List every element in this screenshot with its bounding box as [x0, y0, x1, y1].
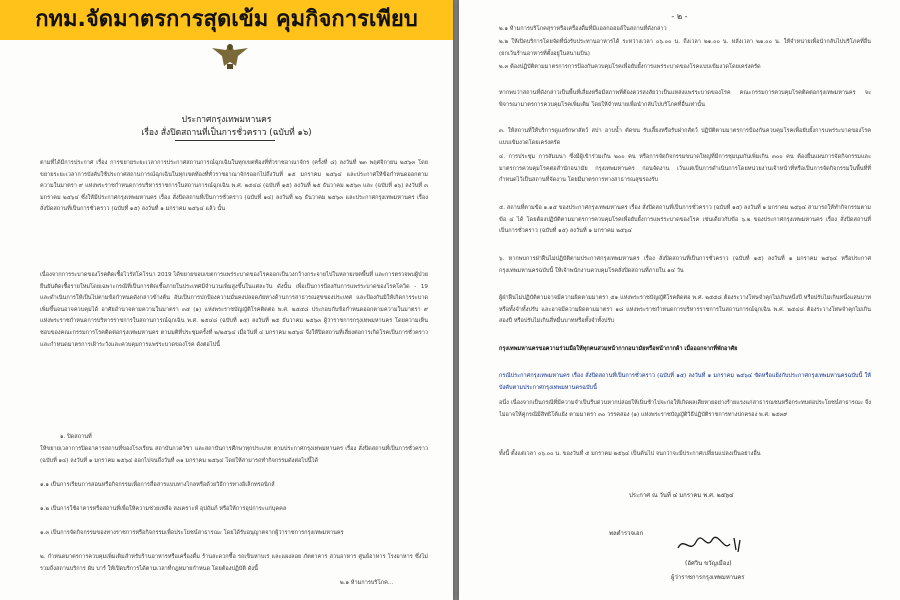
paragraph-effective-date: ทั้งนี้ ตั้งแต่เวลา ๐๖.๐๐ น. ของวันที่ ๕ มกราคม ๒๕๖๔ เป็นต้นไป จนกว่าจะมีประกาศเปลี่ยนแปลงเป็นอย่างอื่น	[499, 451, 761, 457]
paragraph-risk-note: หากพบว่าสถานที่ดังกล่าวเป็นพื้นที่เสี่ยงหรือมีสภาพที่ต้องควรสงสัยว่าเป็นแหล่งแพร่ระบาดของโรค คณะกรรมการควบคุมโรคติดต่อกรุงเทพมหานคร จะพิจารณามาตรการควบคุมโรคเพิ่มเติม โดยให้จำหน่ายเพื่อนำกลับไปบริโภคที่อื่นเท่านั้น	[499, 90, 871, 108]
paragraph-4: ๔. การประชุม การสัมมนา ซึ่งมีผู้เข้าร่วมเกิน ๒๐๐ คน หรือการจัดกิจกรรมขนาดใหญ่ที่มีการชุมนุมกันเพิ่มเกิน ๓๐๐ คน ต้องยื่นแผนการจัดกิจกรรมและมาตรการควบคุมโรคต่อสำนักอนามัย กรุงเทพมหานคร ก่อนจัดงาน เว้นแต่เป็นการดำเนินการโดยหน่วยงานเจ้าหน้าที่หรือเป็นการจัดกิจกรรมในพื้นที่ที่กำหนดไว้เป็นสถานที่จัดงาน โดยมีมาตรการทางสาธารณสุขรองรับ	[499, 154, 871, 184]
announcement-date: ประกาศ ณ วันที่ ๔ มกราคม พ.ศ. ๒๕๖๔	[629, 492, 734, 499]
paragraph-3: ๓. ให้สถานที่ให้บริการดูแลรักษาสัตว์ สปา อาบน้ำ ตัดขน รับเลี้ยงหรือรับฝากสัตว์ ปฏิบัติตามมาตรการป้องกันควบคุมโรคเพื่อยับยั้งการแพร่ระบาดของโรคแบบเข้มงวดโดยเคร่งครัด	[499, 128, 871, 146]
paragraph-preamble: ตามที่ได้มีการประกาศ เรื่อง การขยายระยะเวลาการประกาศสถานการณ์ฉุกเฉินในทุกเขตท้องที่ทั่วราชอาณาจักร (ครั้งที่ ๘) ลงวันที่ ๒๓ พฤศจิกายน ๒๕๖๓ โดยขยายระยะเวลาการบังคับใช้ประกาศสถานการณ์ฉุกเฉินในทุกเขตท้องที่ทั่วราชอาณาจักรออกไปถึงวันที่ ๑๕ มกราคม ๒๕๖๔ และประกาศให้ข้อกำหนดออกตามความในมาตรา ๙ แห่งพระราชกำหนดการบริหารราชการในสถานการณ์ฉุกเฉิน พ.ศ. ๒๕๔๘ (ฉบับที่ ๑๕) ลงวันที่ ๒๕ ธันวาคม ๒๕๖๓ และ (ฉบับที่ ๑๖) ลงวันที่ ๓ มกราคม ๒๕๖๔ ซึ่งให้มีประกาศกรุงเทพมหานคร เรื่อง สั่งปิดสถานที่เป็นการชั่วคราว (ฉบับที่ ๑๔) ลงวันที่ ๒๖ ธันวาคม ๒๕๖๓ และประกาศกรุงเทพมหานคร เรื่อง สั่งปิดสถานที่เป็นการชั่วคราว (ฉบับที่ ๑๕) ลงวันที่ ๑ มกราคม ๒๕๖๔ แล้ว นั้น	[40, 160, 428, 213]
paragraph-conflict-clause: กรณีประกาศกรุงเทพมหานคร เรื่อง สั่งปิดสถานที่เป็นการชั่วคราว (ฉบับที่ ๑๕) ลงวันที่ ๑ มกราคม ๒๕๖๔ ขัดหรือแย้งกับประกาศกรุงเทพมหานครฉบับนี้ ให้บังคับตามประกาศกรุงเทพมหานครฉบับนี้	[499, 373, 871, 391]
title-divider	[175, 140, 275, 141]
paragraph-2-2: ๒.๒ ให้เปิดบริการโดยจัดที่นั่งรับประทานอาหารได้ ระหว่างเวลา ๐๖.๐๐ น. ถึงเวลา ๒๑.๐๐ น. หลังเวลา ๒๑.๐๐ น. ให้จำหน่ายเพื่อนำกลับไปบริโภคที่อื่น (ยกเว้นร้านอาหารที่ตั้งอยู่ในสนามบิน)	[499, 39, 871, 57]
paragraph-urgency: อนึ่ง เนื่องจากเป็นกรณีที่มีความจำเป็นรีบด่วนหากปล่อยให้เนิ่นช้าไปจะก่อให้เกิดผลเสียหายอย่างร้ายแรงแก่สาธารณชนหรือกระทบต่อประโยชน์สาธารณะ จึงไม่อาจให้คู่กรณีมีสิทธิโต้แย้ง ตามมาตรา ๓๐ วรรคสอง (๑) แห่งพระราชบัญญัติวิธีปฏิบัติราชการทางปกครอง พ.ศ. ๒๕๓๙	[499, 400, 871, 418]
paragraph-2-3: ๒.๓ ต้องปฏิบัติตามมาตรการการป้องกันควบคุมโรคเพื่อยับยั้งการแพร่ระบาดของโรคแบบเข้มงวดโดยเคร่งครัด	[499, 64, 761, 70]
garuda-emblem-icon	[208, 40, 252, 70]
headline-banner: กทม.จัดมาตรการสุดเข้ม คุมกิจการเพียบ	[0, 0, 453, 40]
announcement-page-2	[459, 0, 900, 600]
signer-name: (อัศวิน ขวัญเมือง)	[685, 560, 732, 567]
paragraph-1-3: ๑.๓ เป็นการจัดกิจกรรมของทางราชการหรือกิจกรรมเพื่อประโยชน์สาธารณะ โดยได้รับอนุญาตจากผู้ว่าราชการกรุงเทพมหานคร	[40, 530, 344, 536]
paragraph-6: ๖. หากพบการฝ่าฝืนไม่ปฏิบัติตามประกาศกรุงเทพมหานคร เรื่อง สั่งปิดสถานที่เป็นการชั่วคราว (ฉบับที่ ๑๕) ลงวันที่ ๑ มกราคม ๒๕๖๔ หรือประกาศกรุงเทพมหานครฉบับนี้ ให้เจ้าพนักงานควบคุมโรคสั่งปิดสถานที่ภายใน ๑๔ วัน	[499, 256, 871, 274]
paragraph-penalty: ผู้ฝ่าฝืนไม่ปฏิบัติตามอาจมีความผิดตามมาตรา ๕๑ แห่งพระราชบัญญัติโรคติดต่อ พ.ศ. ๒๕๕๘ ต้องระวางโทษจำคุกไม่เกินหนึ่งปี หรือปรับไม่เกินหนึ่งแสนบาท หรือทั้งจำทั้งปรับ และอาจมีความผิดตามมาตรา ๑๘ แห่งพระราชกำหนดการบริหารราชการในสถานการณ์ฉุกเฉิน พ.ศ. ๒๕๔๘ ต้องระวางโทษจำคุกไม่เกินสองปี หรือปรับไม่เกินสี่หมื่นบาทหรือทั้งจำทั้งปรับ	[499, 295, 871, 325]
paragraph-2-1: ๒.๑ ห้ามการบริโภคสุราหรือเครื่องดื่มที่มีแอลกอฮอล์ในสถานที่ดังกล่าว	[499, 26, 667, 32]
page-number: - ๒ -	[671, 12, 688, 21]
continuation-marker: ๒.๑ ห้ามการบริโภค...	[340, 580, 394, 586]
paragraph-1-2: ๑.๒ เป็นการใช้อาคารหรือสถานที่เพื่อให้ความช่วยเหลือ สงเคราะห์ อุปถัมภ์ หรือให้การอุปการะแก่บุคคล	[40, 506, 287, 512]
paragraph-5: ๕. สถานที่ตามข้อ ๑.๑๕ ของประกาศกรุงเทพมหานคร เรื่อง สั่งปิดสถานที่เป็นการชั่วคราว (ฉบับที่ ๑๕) ลงวันที่ ๑ มกราคม ๒๕๖๔ สามารถให้ทำกิจกรรมตามข้อ ๔ ได้ โดยต้องปฏิบัติตามมาตรการควบคุมโรคเพื่อยับยั้งการแพร่ระบาดของโรค เช่นเดียวกับข้อ ๖.๒ ของประกาศกรุงเทพมหานคร เรื่อง สั่งปิดสถานที่เป็นการชั่วคราว (ฉบับที่ ๑๕) ลงวันที่ ๑ มกราคม ๒๕๖๔	[499, 205, 871, 235]
signer-position: ผู้ว่าราชการกรุงเทพมหานคร	[671, 574, 745, 581]
org-name: ประกาศกรุงเทพมหานคร	[181, 115, 272, 125]
signer-rank: พลตำรวจเอก	[609, 530, 644, 537]
paragraph-mask-request: กรุงเทพมหานครขอความร่วมมือให้ทุกคนสวมหน้ากากอนามัยหรือหน้ากากผ้า เมื่อออกจากที่พักอาศัย	[499, 346, 738, 352]
paragraph-2: ๒. กำหนดมาตรการควบคุมเพิ่มเติมสำหรับร้านอาหารหรือเครื่องดื่ม ร้านสะดวกซื้อ รถเข็นหาบเร่ และแผงลอย ภัตตาคาร สวนอาหาร ศูนย์อาหาร โรงอาหาร ซึ่งไม่รวมถึงสถานบริการ ผับ บาร์ ให้เปิดบริการได้ตามเวลาที่กฎหมายกำหนด โดยต้องปฏิบัติ ดังนี้	[40, 554, 428, 572]
announcement-subject: เรื่อง สั่งปิดสถานที่เป็นการชั่วคราว (ฉบับที่ ๑๖)	[141, 128, 312, 138]
paragraph-close-schools: ให้ขยายเวลาการปิดอาคารสถานที่ของโรงเรียน สถาบันกวดวิชา และสถาบันการศึกษาทุกประเภท ตามประกาศกรุงเทพมหานคร เรื่อง สั่งปิดสถานที่เป็นการชั่วคราว (ฉบับที่ ๑๔) ลงวันที่ ๑ มกราคม ๒๕๖๔ ออกไปจนถึงวันที่ ๓๑ มกราคม ๒๕๖๔ โดยให้สามารถทำกิจกรรมดังต่อไปนี้ได้	[40, 446, 428, 464]
paragraph-reason: เนื่องจากการระบาดของโรคติดเชื้อไวรัสโคโรนา 2019 ได้ขยายขอบเขตการแพร่ระบาดของโรคออกเป็นวงกว้างกระจายไปในหลายเขตพื้นที่ และการตรวจพบผู้ป่วยยืนยันติดเชื้อรายใหม่โดยเฉพาะกรณีที่เป็นการติดเชื้อภายในประเทศมีจำนวนเพิ่มสูงขึ้นในแต่ละวัน ดังนั้น เพื่อเป็นการป้องกันการแพร่ระบาดของโรคโควิด - 19 และดำเนินการให้เป็นไปตามข้อกำหนดดังกล่าวข้างต้น อันเป็นการปกป้องความมั่นคงปลอดภัยทางด้านการสาธารณสุขของประเทศ และป้องกันมิให้เกิดการระบาดเพิ่มขึ้นจนอาจควบคุมได้ อาศัยอำนาจตามความในมาตรา ๓๕ (๑) แห่งพระราชบัญญัติโรคติดต่อ พ.ศ. ๒๕๕๘ ประกอบกับข้อกำหนดออกตามความในมาตรา ๙ แห่งพระราชกำหนดการบริหารราชการในสถานการณ์ฉุกเฉิน พ.ศ. ๒๕๔๘ (ฉบับที่ ๑๕) ลงวันที่ ๒๕ ธันวาคม ๒๕๖๓ ผู้ว่าราชการกรุงเทพมหานคร โดยความเห็นชอบของคณะกรรมการโรคติดต่อกรุงเทพมหานคร ตามมติที่ประชุมครั้งที่ ๒/๒๕๖๔ เมื่อวันที่ ๔ มกราคม ๒๕๖๔ จึงให้ปิดสถานที่เสี่ยงต่อการเกิดโรคเป็นการชั่วคราว และกำหนดมาตรการเฝ้าระวังและควบคุมการแพร่ระบาดของโรค ดังต่อไปนี้	[40, 272, 428, 348]
heading-close-places: ๑. ปิดสถานที่	[60, 434, 92, 440]
paragraph-1-1: ๑.๑ เป็นการเรียนการสอนหรือกิจกรรมเพื่อการสื่อสารแบบทางไกลหรือด้วยวิธีการทางอิเล็กทรอนิกส์	[40, 482, 275, 488]
signature-icon	[674, 532, 744, 556]
